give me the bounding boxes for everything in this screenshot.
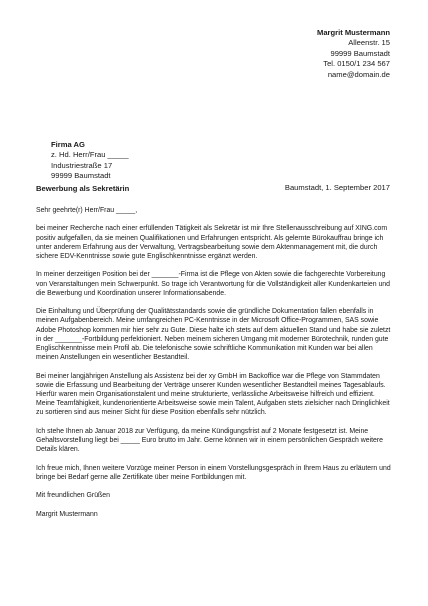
sender-name: Margrit Mustermann <box>317 28 390 37</box>
signature-name: Margrit Mustermann <box>36 510 98 518</box>
body-paragraph: Ich stehe Ihnen ab Januar 2018 zur Verfügung, da meine Kündigungsfrist auf 2 Monate festgesetzt ist. Meine Gehaltsvorstellung liegt bei _____ Euro brutto im Jahr. Gerne können wir in einem persönlichen Gespräch weitere Details klären. <box>36 427 384 454</box>
salutation: Sehr geehrte(r) Herr/Frau _____, <box>36 207 138 214</box>
letter-body <box>36 206 393 528</box>
recipient-street: Industriestraße 17 <box>51 160 113 170</box>
recipient-address-block <box>51 140 129 182</box>
letter-date: Baumstadt, 1. September 2017 <box>284 183 390 192</box>
body-paragraph: Ich freue mich, Ihnen weitere Vorzüge meiner Person in einem Vorstellungsgespräch in Ihrem Haus zu erläutern und bringe bei Bedarf gerne alle Zertifikate über meine Fortbildungen mit. <box>36 464 391 481</box>
sender-address-block <box>317 28 390 80</box>
sender-city: 99999 Baumstadt <box>330 48 390 58</box>
closing: Mit freundlichen Grüßen <box>36 492 110 500</box>
body-paragraph: bei meiner Recherche nach einer erfüllenden Tätigkeit als Sekretär ist mir Ihre Stellenausschreibung auf XING.com positiv aufgefallen, da sie meinen Qualifikationen und Erfahrungen entspricht. Als gelernte Bürokauffrau bringe ich unter anderem Erfahrung aus der Verwaltung, Vertragsbearbeitung sowie dem Aktenmanagement mit, die durch sichere EDV-Kenntnisse sowie gute Englischkenntnisse ergänzt werden. <box>36 225 388 260</box>
sender-street: Alleenstr. 15 <box>348 38 390 48</box>
recipient-company: Firma AG <box>51 140 85 149</box>
body-paragraph: Die Einhaltung und Überprüfung der Qualitätsstandards sowie die gründliche Dokumentation fallen ebenfalls in meinen Aufgabenbereich. Meine umfangreichen PC-Kenntnisse in der Microsoft Office-Programmen, SAS sowie Adobe Photoshop kommen mir hier sehr zu Gute. Diese halte ich stets auf dem aktuellen Stand und habe sie zuletzt in der _______-Fortbildung perfektioniert. Neben meinem sicheren Umgang mit moderner Bürotechnik, runden gute Englischkenntnisse mein Profil ab. Die telefonische sowie schriftliche Kommunikation mit Kunden war bei allen meinen Anstellungen ein wesentlicher Bestandteil. <box>36 308 391 362</box>
letter-subject: Bewerbung als Sekretärin <box>36 184 130 193</box>
body-paragraph: In meiner derzeitigen Position bei der _______-Firma ist die Pflege von Akten sowie die fachgerechte Vorbereitung von Veranstaltungen mein Schwerpunkt. So trage ich Verantwortung für die Vollständigkeit aller Kundenkarteien und die Bewerbung und Koordination unserer Informationsabende. <box>36 271 390 297</box>
recipient-city: 99999 Baumstadt <box>51 171 111 181</box>
sender-email: name@domain.de <box>327 69 390 79</box>
recipient-attention: z. Hd. Herr/Frau _____ <box>51 150 129 160</box>
sender-phone: Tel. 0150/1 234 567 <box>323 59 390 69</box>
body-paragraph: Bei meiner langjährigen Anstellung als Assistenz bei der xy GmbH im Backoffice war die Pflege von Stammdaten sowie die Erfassung und Bearbeitung der Verträge unserer Kunden wesentlicher Bestandteil meines Tagesablaufs. Hierfür waren mein Organisationstalent und meine strukturierte, verlässliche Arbeitsweise hilfreich und effizient. Meine Teamfähigkeit, kundenorientierte Arbeitsweise sowie mein Talent, Aufgaben stets zielsicher nach Dringlichkeit zu sortieren sind aus meiner Sicht für diese Position ebenfalls sehr nützlich. <box>36 372 390 417</box>
